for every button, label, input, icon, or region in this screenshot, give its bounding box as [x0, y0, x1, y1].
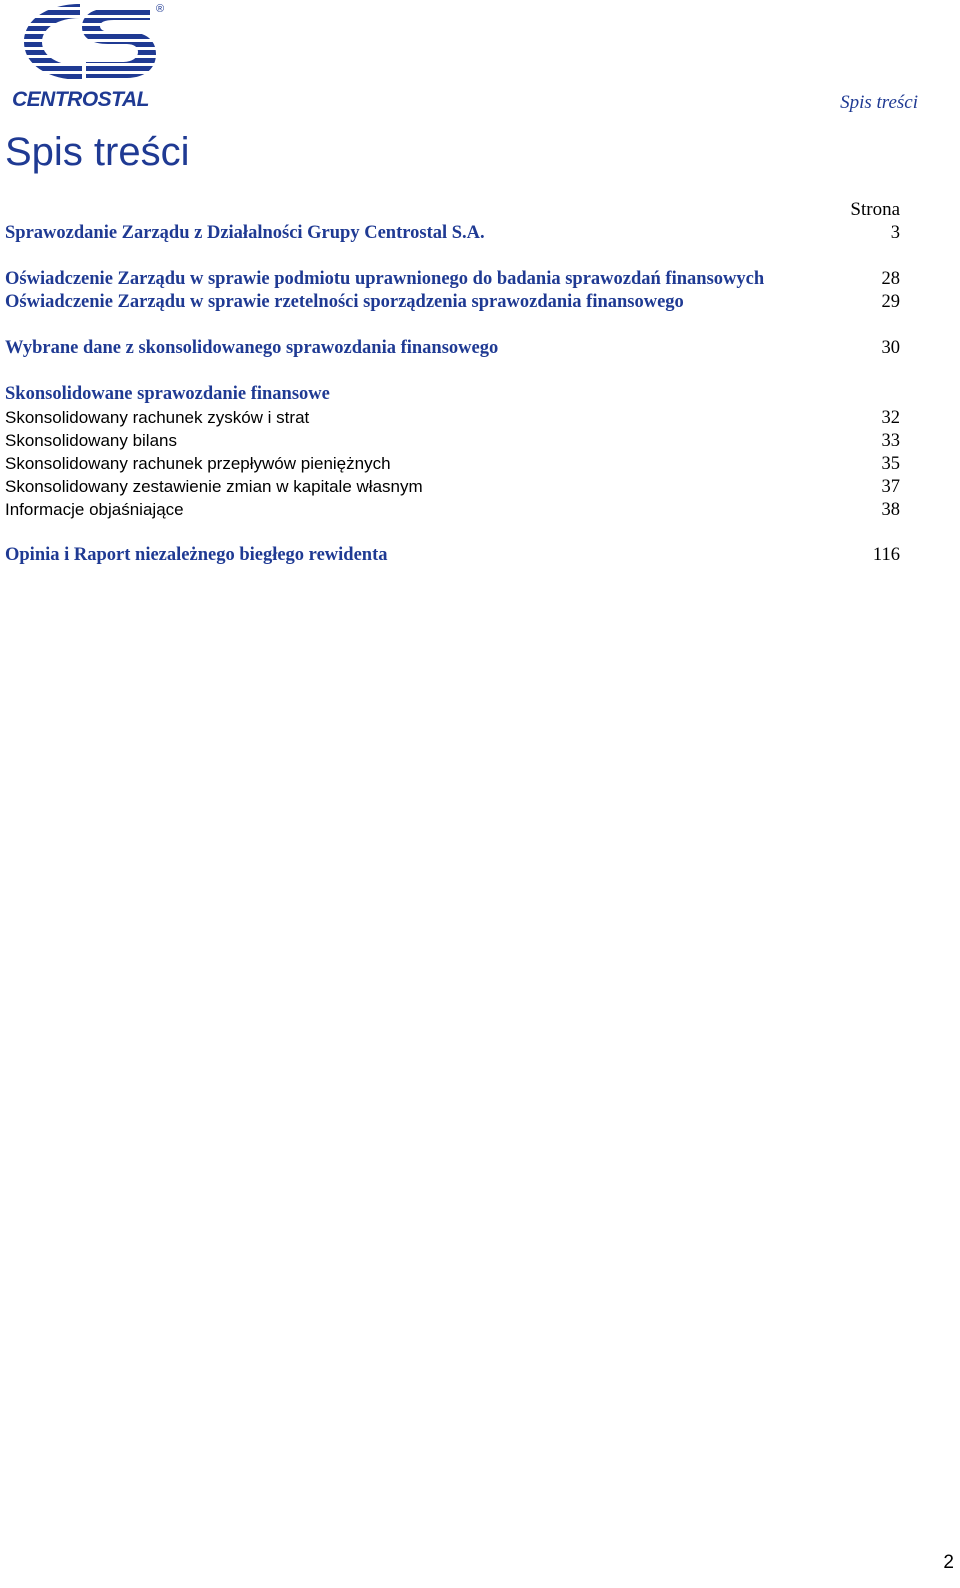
toc-entry-page: 29	[881, 292, 900, 312]
toc-entry[interactable]	[5, 544, 900, 567]
company-logo	[10, 0, 170, 112]
toc-entry-label: Oświadczenie Zarządu w sprawie podmiotu uprawnionego do badania sprawozdań finansowych	[5, 269, 765, 289]
toc-entry[interactable]	[5, 337, 900, 360]
toc-entry[interactable]	[5, 498, 900, 521]
toc-entry-page: 32	[881, 408, 900, 428]
toc-entry-label: Skonsolidowany rachunek zysków i strat	[5, 408, 310, 427]
toc-entry-label: Informacje objaśniające	[5, 500, 184, 519]
table-of-contents	[5, 198, 900, 567]
toc-entry-label: Wybrane dane z skonsolidowanego sprawozdania finansowego	[5, 338, 499, 358]
page-column-label: Strona	[850, 199, 900, 220]
running-head: Spis treści	[840, 92, 918, 113]
logo-text: CENTROSTAL	[12, 88, 149, 111]
toc-entry-page: 35	[881, 454, 900, 474]
registered-mark: ®	[156, 3, 165, 15]
toc-entry-page: 28	[881, 269, 900, 289]
toc-entry[interactable]	[5, 452, 900, 475]
toc-section-heading[interactable]	[5, 383, 900, 406]
page-number: 2	[943, 1552, 954, 1573]
toc-entry-label: Oświadczenie Zarządu w sprawie rzetelności sporządzenia sprawozdania finansowego	[5, 292, 684, 312]
toc-entry[interactable]	[5, 222, 900, 245]
toc-entry[interactable]	[5, 268, 900, 291]
toc-entry[interactable]	[5, 429, 900, 452]
toc-entry-label: Skonsolidowany zestawienie zmian w kapitale własnym	[5, 477, 423, 496]
toc-entry[interactable]	[5, 475, 900, 498]
toc-entry-label: Skonsolidowany rachunek przepływów pieniężnych	[5, 454, 391, 473]
toc-entry-label: Opinia i Raport niezależnego biegłego rewidenta	[5, 545, 388, 565]
centrostal-logo-icon	[10, 0, 170, 86]
toc-entry-page: 30	[881, 338, 900, 358]
toc-entry-label: Skonsolidowane sprawozdanie finansowe	[5, 384, 330, 404]
toc-entry-page: 37	[881, 477, 900, 497]
toc-entry[interactable]	[5, 291, 900, 314]
toc-entry[interactable]	[5, 406, 900, 429]
page-title: Spis treści	[5, 130, 190, 174]
toc-entry-label: Sprawozdanie Zarządu z Działalności Grupy Centrostal S.A.	[5, 223, 485, 243]
toc-entry-label: Skonsolidowany bilans	[5, 431, 177, 450]
toc-entry-page: 38	[881, 500, 900, 520]
toc-entry-page: 33	[881, 431, 900, 451]
toc-entry-page: 116	[872, 545, 900, 565]
toc-entry-page: 3	[890, 223, 900, 243]
